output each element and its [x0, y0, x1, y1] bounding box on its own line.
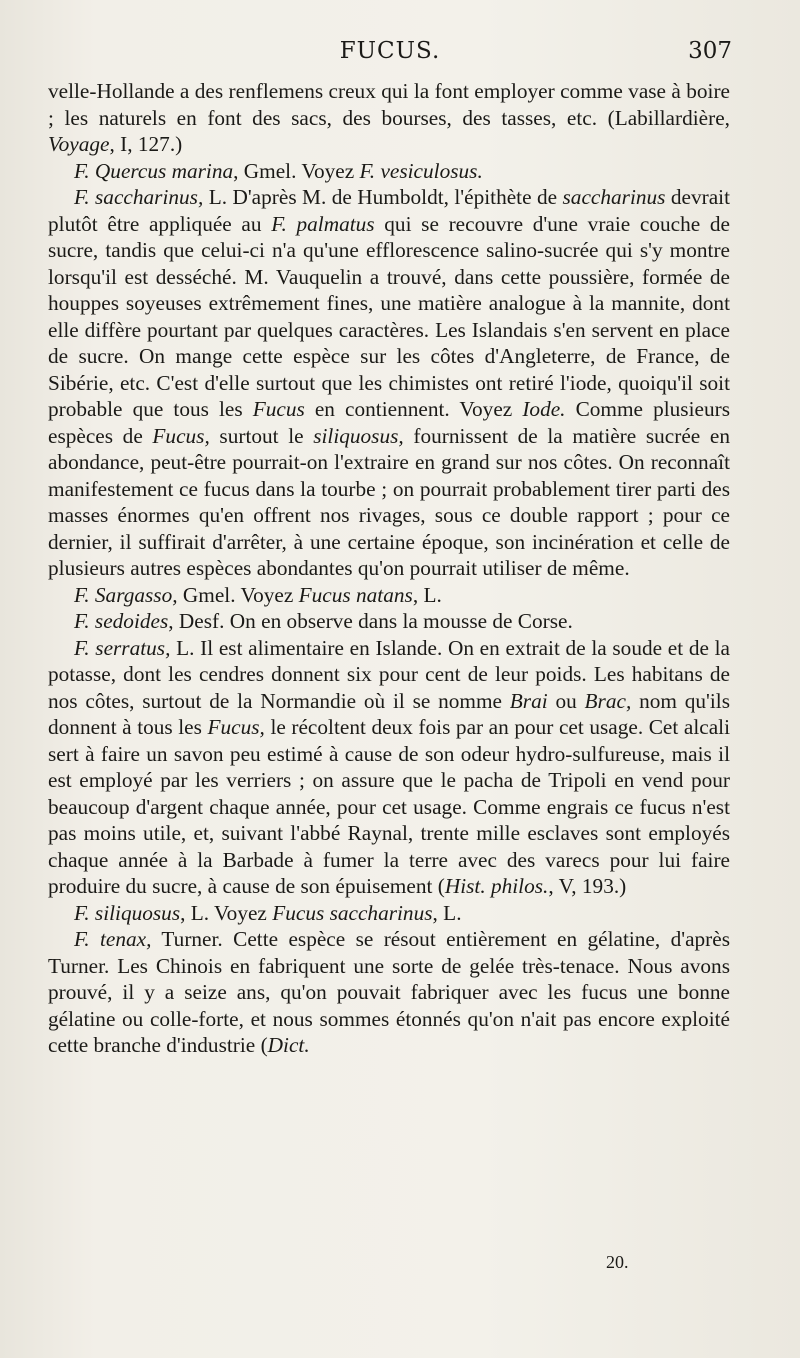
italic-run: F. sedoides [74, 609, 169, 633]
text-run: devrait plutôt être appliquée au [48, 185, 731, 236]
signature-mark: 20. [606, 1252, 629, 1272]
italic-run: F. Quercus marina [74, 158, 234, 183]
text-run: ou [547, 688, 585, 713]
text-run: , L. Voyez [180, 900, 273, 925]
italic-run: Fucus [252, 397, 305, 421]
body-text [48, 78, 730, 1059]
text-run: Gmel. Voyez [177, 582, 299, 607]
text-run: , L. [412, 582, 442, 607]
text-run: nom qu'ils donnent à tous les [48, 688, 730, 739]
text-run: surtout le [209, 423, 314, 448]
italic-run: F. palmatus [271, 211, 375, 236]
paragraph-continued [48, 78, 730, 158]
entry-paragraph [48, 900, 730, 927]
text-run: Comme plusieurs espèces de [48, 397, 730, 448]
italic-run: siliquosus, [313, 423, 404, 448]
text-run: , Desf. On en observe dans la mousse de Corse. [168, 609, 573, 633]
entry-paragraph [48, 635, 730, 900]
text-run: , L. [432, 900, 462, 925]
italic-run: F. tenax, [74, 927, 152, 951]
text-run: L. Il est alimentaire en Islande. On en extrait de la soude et de la potasse, dont les cendres donnent six pour cent de leur poids. Les habitans de nos côtes, surtout de la Normandie où il se nomme [48, 635, 730, 713]
text-run: velle-Hollande a des renflemens creux qui la font employer comme vase à boire ; les naturels en font des sacs, des bourses, des tasses, etc. (Labillardière, [48, 79, 730, 130]
italic-run: Voyage [48, 132, 110, 156]
entry-paragraph [48, 926, 730, 1059]
text-run: fournissent de la matière sucrée en abondance, peut-être pourrait-on l'extraire en grand sur nos côtes. On reconnaît manifestement ce fucus dans la tourbe ; on pourrait probablement tirer parti des masses énormes qu'en offrent nos rivages, sous ce double rapport ; pour ce dernier, il suffirait d'arrêter, à une certaine époque, son incinération et celle de plusieurs autres espèces abondantes qu'on pourrait utiliser de même. [48, 423, 730, 580]
italic-run: Brac, [584, 688, 632, 713]
italic-run: F. Sargasso, [74, 582, 178, 607]
italic-run: Brai [509, 688, 548, 713]
italic-run: F. siliquosus [74, 900, 181, 925]
italic-run: F. serratus, [74, 635, 171, 660]
text-run: qui se recouvre d'une vraie couche de sucre, tandis que celui-ci n'a qu'une efflorescence salino-sucrée qui s'y montre lorsqu'il est desséché. M. Vauquelin a trouvé, dans cette poussière, formée de houppes soyeuses extrêmement fines, une matière analogue à la mannite, dont elle diffère pourtant par quelques caractères. Les Islandais s'en servent en place de sucre. On mange cette espèce sur les côtes d'Angleterre, de France, de Sibérie, etc. C'est d'elle surtout que les chimistes ont retiré l'iode, quoiqu'il soit probable que tous les [48, 211, 730, 421]
entry-paragraph [48, 158, 730, 185]
italic-run: F. saccharinus, [74, 185, 204, 209]
italic-run: Hist. philos. [444, 874, 549, 898]
text-run: , V, 193.) [548, 874, 627, 898]
italic-run: Iode. [522, 397, 566, 421]
page-number: 307 [688, 38, 732, 64]
entry-paragraph [48, 608, 730, 635]
running-head [48, 38, 732, 68]
text-run: Turner. Cette espèce se résout entièrement en gélatine, d'après Turner. Les Chinois en fabriquent une sorte de gelée très-tenace. Nous avons prouvé, il y a seize ans, qu'on pouvait fabriquer avec les fucus une bonne gélatine ou colle-forte, et nous sommes étonnés qu'on n'ait pas encore exploité cette branche d'industrie ( [48, 927, 731, 1057]
italic-run: Fucus, [207, 715, 265, 739]
italic-run: Dict. [267, 1033, 310, 1057]
italic-run: Fucus natans [298, 582, 413, 607]
italic-run: saccharinus [562, 185, 666, 209]
text-run: le récoltent deux fois par an pour cet usage. Cet alcali sert à faire un savon peu estimé à cause de son odeur hydro-sulfureuse, mais il est employé par les verriers ; on assure que le pacha de Tripoli en vend pour beaucoup d'argent chaque année, pour cet usage. Comme engrais ce fucus n'est pas moins utile, et, suivant l'abbé Raynal, trente mille esclaves sont employés chaque année à la Barbade à fumer la terre avec des varecs pour lui faire produire du sucre, à cause de son épuisement ( [48, 715, 730, 898]
running-title: FUCUS. [339, 38, 441, 64]
text-run: , I, 127.) [109, 132, 183, 156]
italic-run: Fucus, [152, 423, 210, 448]
entry-paragraph [48, 582, 730, 609]
text-run: L. D'après M. de Humboldt, l'épithète de [203, 185, 563, 209]
text-run: , Gmel. Voyez [233, 158, 360, 183]
entry-paragraph [48, 184, 730, 582]
text-run: en contiennent. Voyez [304, 397, 523, 421]
italic-run: Fucus saccharinus [272, 900, 433, 925]
italic-run: F. vesiculosus. [359, 158, 483, 183]
